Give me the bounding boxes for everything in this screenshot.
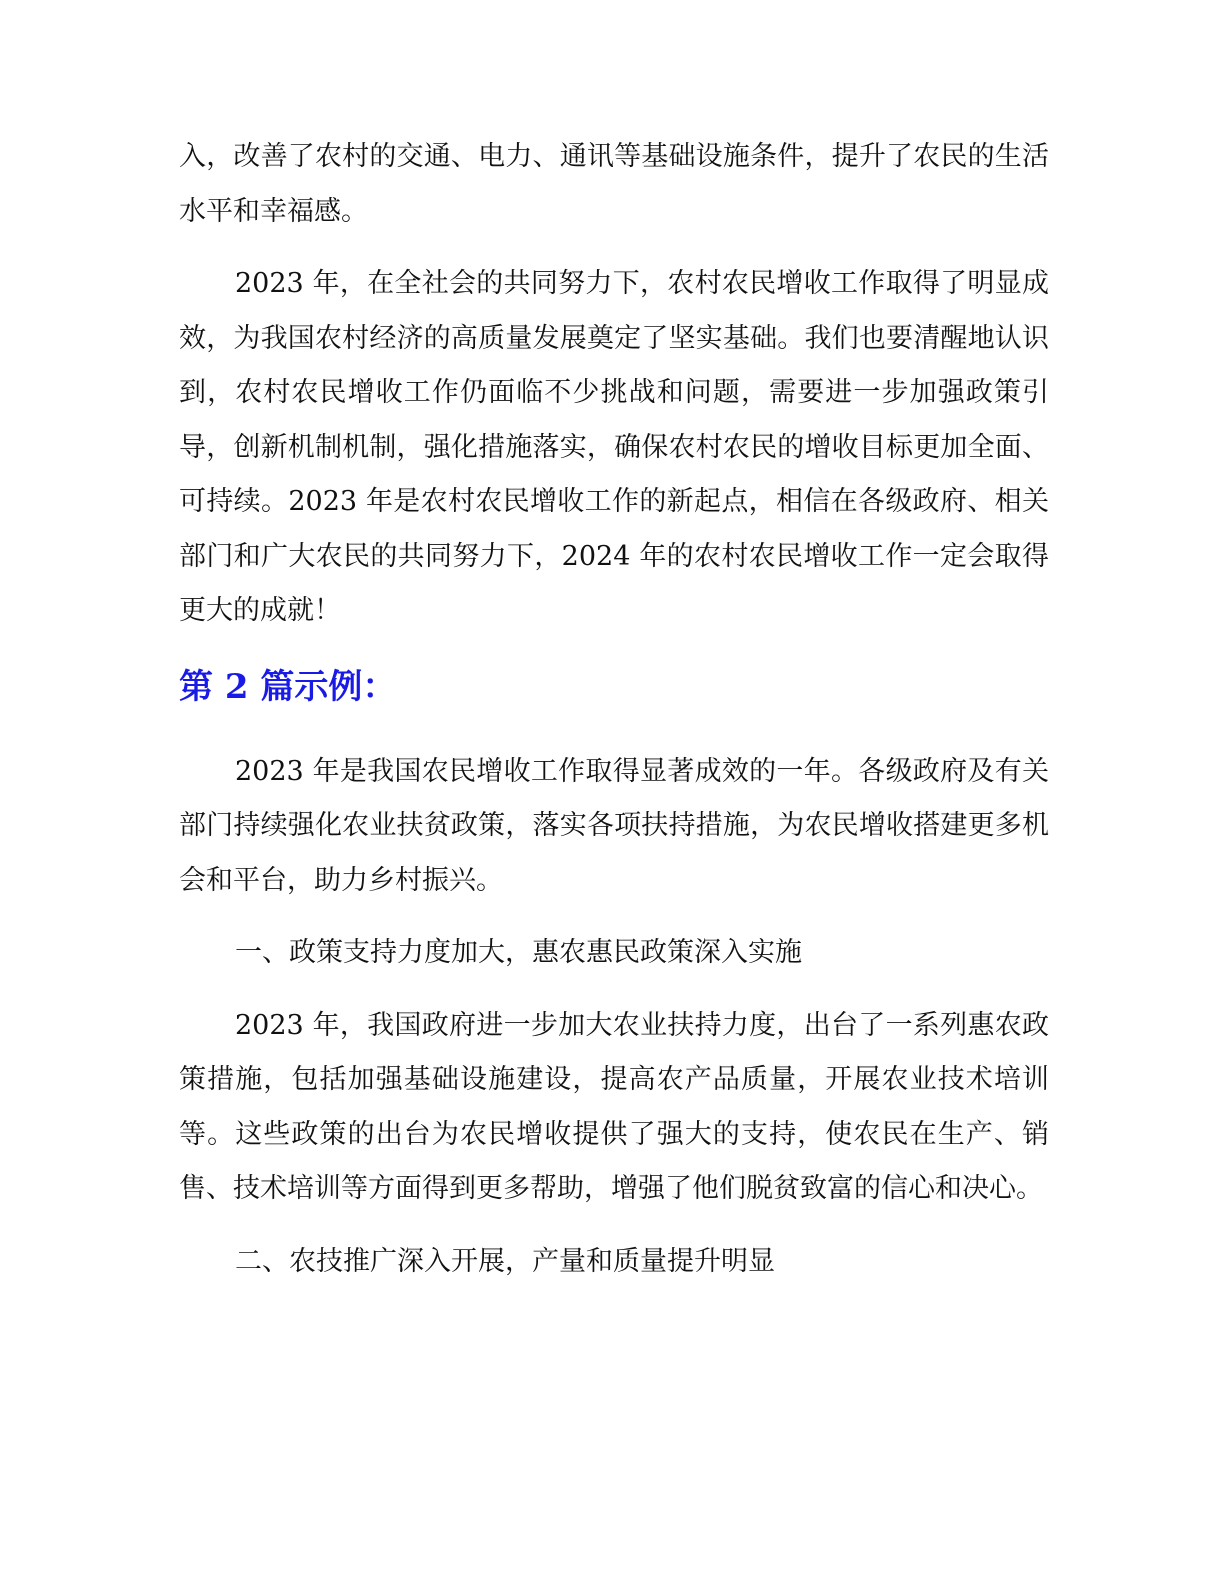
document-body bbox=[179, 130, 1049, 1307]
paragraph-policy: 2023 年，我国政府进一步加大农业扶持力度，出台了一系列惠农政策措施，包括加强基础设施建设，提高农产品质量，开展农业技术培训等。这些政策的出台为农民增收提供了强大的支持，使农民在生产、销售、技术培训等方面得到更多帮助，增强了他们脱贫致富的信心和决心。 bbox=[179, 1009, 1049, 1204]
paragraph-summary: 2023 年，在全社会的共同努力下，农村农民增收工作取得了明显成效，为我国农村经济的高质量发展奠定了坚实基础。我们也要清醒地认识到，农村农民增收工作仍面临不少挑战和问题，需要进一步加强政策引导，创新机制机制，强化措施落实，确保农村农民的增收目标更加全面、可持续。2023 年是农村农民增收工作的新起点，相信在各级政府、相关部门和广大农民的共同努力下，2024 年的农村农民增收工作一定会取得更大的成就！ bbox=[179, 268, 1049, 626]
section-heading: 第 2 篇示例： bbox=[179, 666, 397, 707]
subheading-policy: 一、政策支持力度加大，惠农惠民政策深入实施 bbox=[235, 937, 802, 968]
paragraph-continuation: 入，改善了农村的交通、电力、通讯等基础设施条件，提升了农民的生活水平和幸福感。 bbox=[179, 141, 1049, 227]
paragraph-intro: 2023 年是我国农民增收工作取得显著成效的一年。各级政府及有关部门持续强化农业扶贫政策，落实各项扶持措施，为农民增收搭建更多机会和平台，助力乡村振兴。 bbox=[179, 755, 1049, 896]
subheading-tech: 二、农技推广深入开展，产量和质量提升明显 bbox=[235, 1245, 775, 1277]
